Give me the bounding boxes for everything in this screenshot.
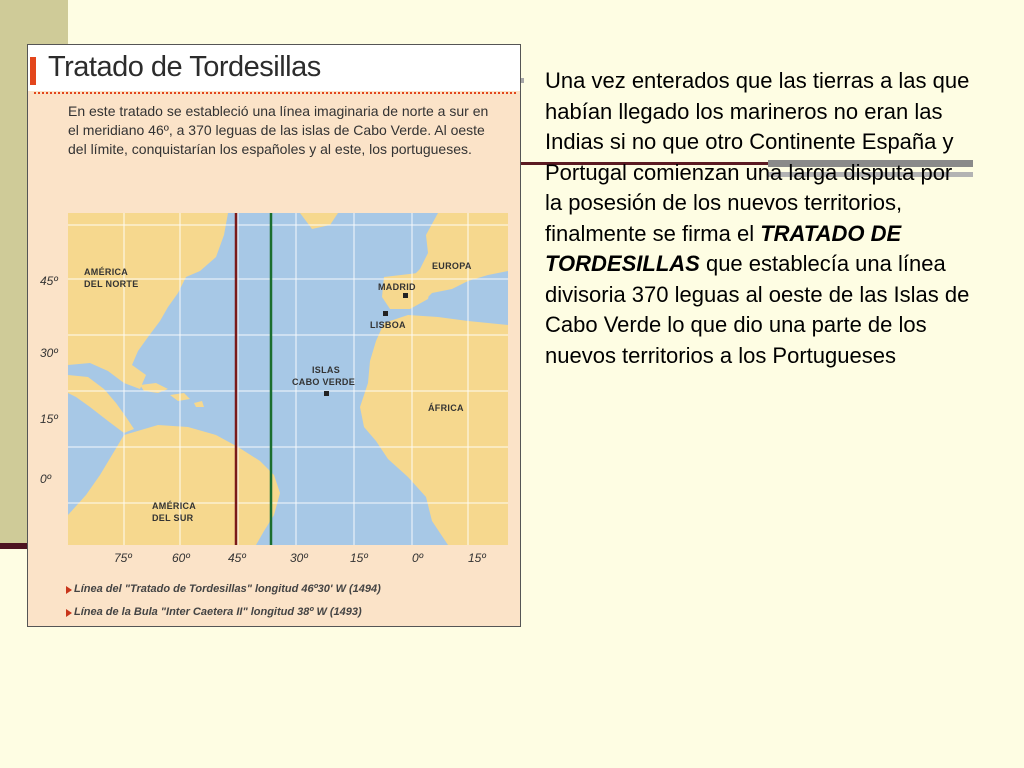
lon-label-15w: 15º <box>350 551 368 565</box>
map-caption: En este tratado se estableció una línea imaginaria de norte a sur en el meridiano 46º, a 370 leguas de las islas de Cabo Verde. Al oeste del límite, conquistarían los españoles y al este, los portugueses. <box>68 103 489 157</box>
lat-label-30: 30º <box>40 346 58 360</box>
label-europa: EUROPA <box>432 261 472 271</box>
lat-label-15: 15º <box>40 412 58 426</box>
label-lisboa: LISBOA <box>370 320 406 330</box>
label-madrid: MADRID <box>378 282 416 292</box>
legend-tordesillas: Línea del "Tratado de Tordesillas" longitud 46º30' W (1494) <box>74 583 381 595</box>
map-image <box>27 44 521 627</box>
lat-label-0: 0º <box>40 472 52 486</box>
lisboa-marker <box>383 311 388 316</box>
slide-body-text <box>545 66 975 371</box>
label-america-norte-1: AMÉRICA <box>84 267 129 277</box>
legend-inter-caetera: Línea de la Bula "Inter Caetera II" longitud 38º W (1493) <box>74 606 362 618</box>
lon-label-30: 30º <box>290 551 308 565</box>
lon-label-45: 45º <box>228 551 246 565</box>
body-paragraph <box>545 66 975 371</box>
lon-label-0: 0º <box>412 551 424 565</box>
label-america-sur-2: DEL SUR <box>152 513 194 523</box>
legend-arrow-icon <box>66 609 72 617</box>
body-text-part-1: Una vez enterados que las tierras a las que habían llegado los marineros no eran las Indias si no que otro Continente España y Portugal comienzan una larga disputa por la posesión de los nuevos territorios, finalmente se firma el <box>545 68 970 246</box>
lon-label-75: 75º <box>114 551 132 565</box>
label-cabo-verde-2: CABO VERDE <box>292 377 356 387</box>
lon-label-15e: 15º <box>468 551 486 565</box>
label-america-norte-2: DEL NORTE <box>84 279 139 289</box>
map-canvas <box>28 45 521 627</box>
body-text-emphasis: TRATADO DE TORDESILLAS <box>545 220 902 276</box>
legend-arrow-icon <box>66 586 72 594</box>
lon-label-60: 60º <box>172 551 190 565</box>
lat-label-45: 45º <box>40 274 58 288</box>
label-cabo-verde-1: ISLAS <box>312 365 341 375</box>
label-america-sur-1: AMÉRICA <box>152 501 197 511</box>
map-title: Tratado de Tordesillas <box>48 51 321 83</box>
body-text-part-2: que establecía una línea divisoria 370 leguas al oeste de las Islas de Cabo Verde lo que dio una parte de los nuevos territorios a los Portugueses <box>545 251 970 368</box>
decorative-band-bar <box>0 543 30 549</box>
cabo-verde-marker <box>324 391 329 396</box>
label-africa: ÁFRICA <box>428 403 464 413</box>
madrid-marker <box>403 293 408 298</box>
